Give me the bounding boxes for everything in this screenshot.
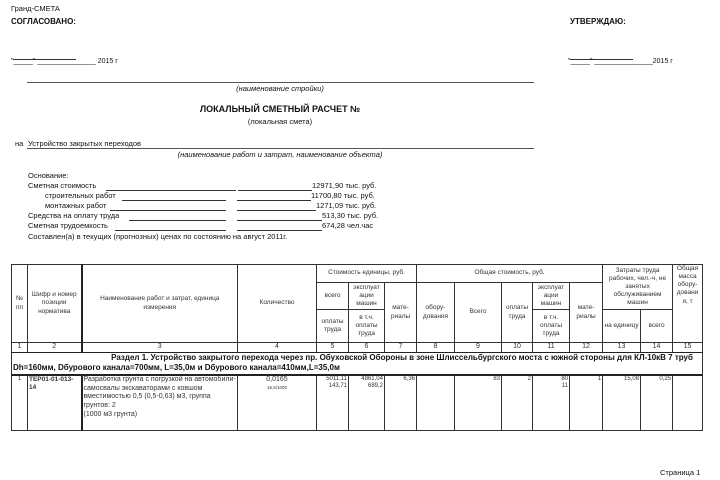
date-left: "_____" _______________ 2015 г [11, 58, 118, 65]
header-unit-cost: Стоимость единицы, руб. [317, 265, 417, 283]
header-total-wages: оплаты труда [502, 283, 533, 343]
summary-label-wages: Средства на оплату труда [28, 211, 120, 220]
header-total-machines: эксплуат ации машин [533, 283, 570, 310]
summary-fill-line [237, 230, 322, 231]
row-total-all: 83 [455, 375, 502, 431]
column-number: 9 [455, 343, 502, 353]
on-label: на [15, 139, 24, 148]
summary-label-construction: строительных работ [45, 191, 116, 200]
header-name: Наименование работ и затрат, единица измерения [82, 265, 238, 343]
summary-value-wages: 513,30 тыс. руб. [322, 211, 379, 220]
header-qty: Количество [238, 265, 317, 343]
summary-fill-line [122, 200, 226, 201]
column-number: 5 [317, 343, 349, 353]
header-labor: Затраты труда рабочих, чел.-ч, не занятых обслуживанием машин [603, 265, 673, 310]
header-total-cost: Общая стоимость, руб. [417, 265, 603, 283]
row-labor-per-unit: 15,08 [603, 375, 641, 431]
header-unit-all: всего [317, 283, 349, 310]
column-number: 7 [385, 343, 417, 353]
column-number: 14 [641, 343, 673, 353]
summary-fill-line [110, 210, 226, 211]
row-labor-total: 0,25 [641, 375, 673, 431]
column-number: 3 [82, 343, 238, 353]
table-row [12, 375, 703, 431]
summary-value-labor: 674,28 чел.час [322, 221, 374, 230]
section-header [12, 352, 703, 375]
summary-fill-line [115, 230, 226, 231]
date-right: "_____" _______________2015 г [568, 58, 673, 65]
document-subtitle: (локальная смета) [247, 117, 313, 126]
document-title: ЛОКАЛЬНЫЙ СМЕТНЫЙ РАСЧЕТ № [199, 104, 361, 114]
object-caption: (наименование работ и затрат, наименование объекта) [177, 150, 383, 159]
summary-value-total: 12971,90 тыс. руб. [312, 181, 377, 190]
estimate-table [11, 264, 703, 431]
page-number: Страница 1 [660, 468, 701, 477]
summary-label-labor: Сметная трудоемкость [28, 221, 108, 230]
header-labor-per-unit: на единицу [603, 310, 641, 343]
construction-line [27, 82, 534, 83]
prices-note: Составлен(а) в текущих (прогнозных) ценах по состоянию на август 2011г. [28, 232, 288, 241]
object-name: Устройство закрытых переходов [28, 139, 142, 148]
app-name: Гранд-СМЕТА [11, 4, 60, 13]
section-title: Раздел 1. Устройство закрытого перехода через пр. Обуховской Обороны в зоне Шлиссельбургского моста с южной стороны для КЛ-10кВ 7 труб [111, 352, 693, 362]
row-mass [673, 375, 703, 431]
column-number: 15 [673, 343, 703, 353]
column-number: 2 [28, 343, 82, 353]
row-name [82, 375, 238, 431]
row-total-incl-wages-value: 11 [561, 383, 568, 390]
summary-label-total: Сметная стоимость [28, 181, 97, 190]
row-code: ТЕР01-01-013-14 [28, 375, 82, 431]
column-number: 8 [417, 343, 455, 353]
header-labor-total: всего [641, 310, 673, 343]
summary-fill-line [237, 200, 311, 201]
row-total-machines-value: 80 [561, 375, 568, 382]
basis-label: Основание: [28, 171, 69, 180]
row-unit-materials: 6,36 [385, 375, 417, 431]
row-unit-all [317, 375, 349, 431]
summary-fill-line [237, 220, 322, 221]
header-total-incl-wages: в т.ч. оплаты труда [533, 310, 570, 343]
header-code: Шифр и номер позиции норматива [28, 265, 82, 343]
column-number: 1 [12, 343, 28, 353]
column-number: 13 [603, 343, 641, 353]
row-name-text: Разработка грунта с погрузкой на автомобили-самосвалы экскаваторами с ковшом вместимостью 0,5 (0,5-0,63) м3, группа грунтов: 2 [83, 375, 236, 409]
summary-fill-line [129, 220, 226, 221]
section-title-line2: Dh=160мм, Dбурового канала=700мм, L=35,0м и Dбурового канала=410мм,L=35,0м [13, 363, 340, 373]
approved-label: УТВЕРЖДАЮ: [570, 17, 626, 26]
column-number: 6 [349, 343, 385, 353]
construction-caption: (наименование стройки) [236, 84, 324, 93]
column-number: 4 [238, 343, 317, 353]
row-unit-all-value: 5011,11 [326, 375, 347, 382]
row-num: 1 [12, 375, 28, 431]
object-line [27, 148, 534, 149]
row-unit-machines-value: 4861,04 [361, 375, 383, 382]
summary-value-construction: 11700,80 тыс. руб. [311, 191, 375, 200]
row-qty [238, 375, 317, 431]
header-unit-materials: мате-риалы [385, 283, 417, 343]
row-unit-wages-value: 143,71 [328, 383, 347, 390]
summary-label-installation: монтажных работ [45, 201, 107, 210]
header-unit-machines: эксплуат ации машин [349, 283, 385, 310]
header-unit-incl-wages: в т.ч. оплаты труда [349, 310, 385, 343]
header-total-all: Всего [455, 283, 502, 343]
row-qty-value: 0,0165 [266, 375, 288, 383]
row-total-machines [533, 375, 570, 431]
row-unit: (1000 м3 грунта) [83, 410, 138, 418]
row-unit-machines [349, 375, 385, 431]
summary-fill-line [237, 210, 316, 211]
row-unit-incl-wages-value: 689,2 [367, 383, 383, 390]
summary-value-installation: 1271,09 тыс. руб. [316, 201, 377, 210]
summary-fill-line [238, 190, 312, 191]
row-equipment [417, 375, 455, 431]
column-number: 12 [570, 343, 603, 353]
header-equipment: обору-дования [417, 283, 455, 343]
row-qty-formula: 16,5/1000 [266, 384, 288, 390]
header-unit-wages: оплаты труда [317, 310, 349, 343]
agreed-label: СОГЛАСОВАНО: [11, 17, 76, 26]
row-total-materials: 1 [570, 375, 603, 431]
header-num: № пп [12, 265, 28, 343]
column-number: 11 [533, 343, 570, 353]
header-total-materials: мате-риалы [570, 283, 603, 343]
row-total-wages: 2 [502, 375, 533, 431]
header-mass: Общая масса обору-довани я, т [673, 265, 703, 343]
column-number: 10 [502, 343, 533, 353]
summary-fill-line [106, 190, 236, 191]
